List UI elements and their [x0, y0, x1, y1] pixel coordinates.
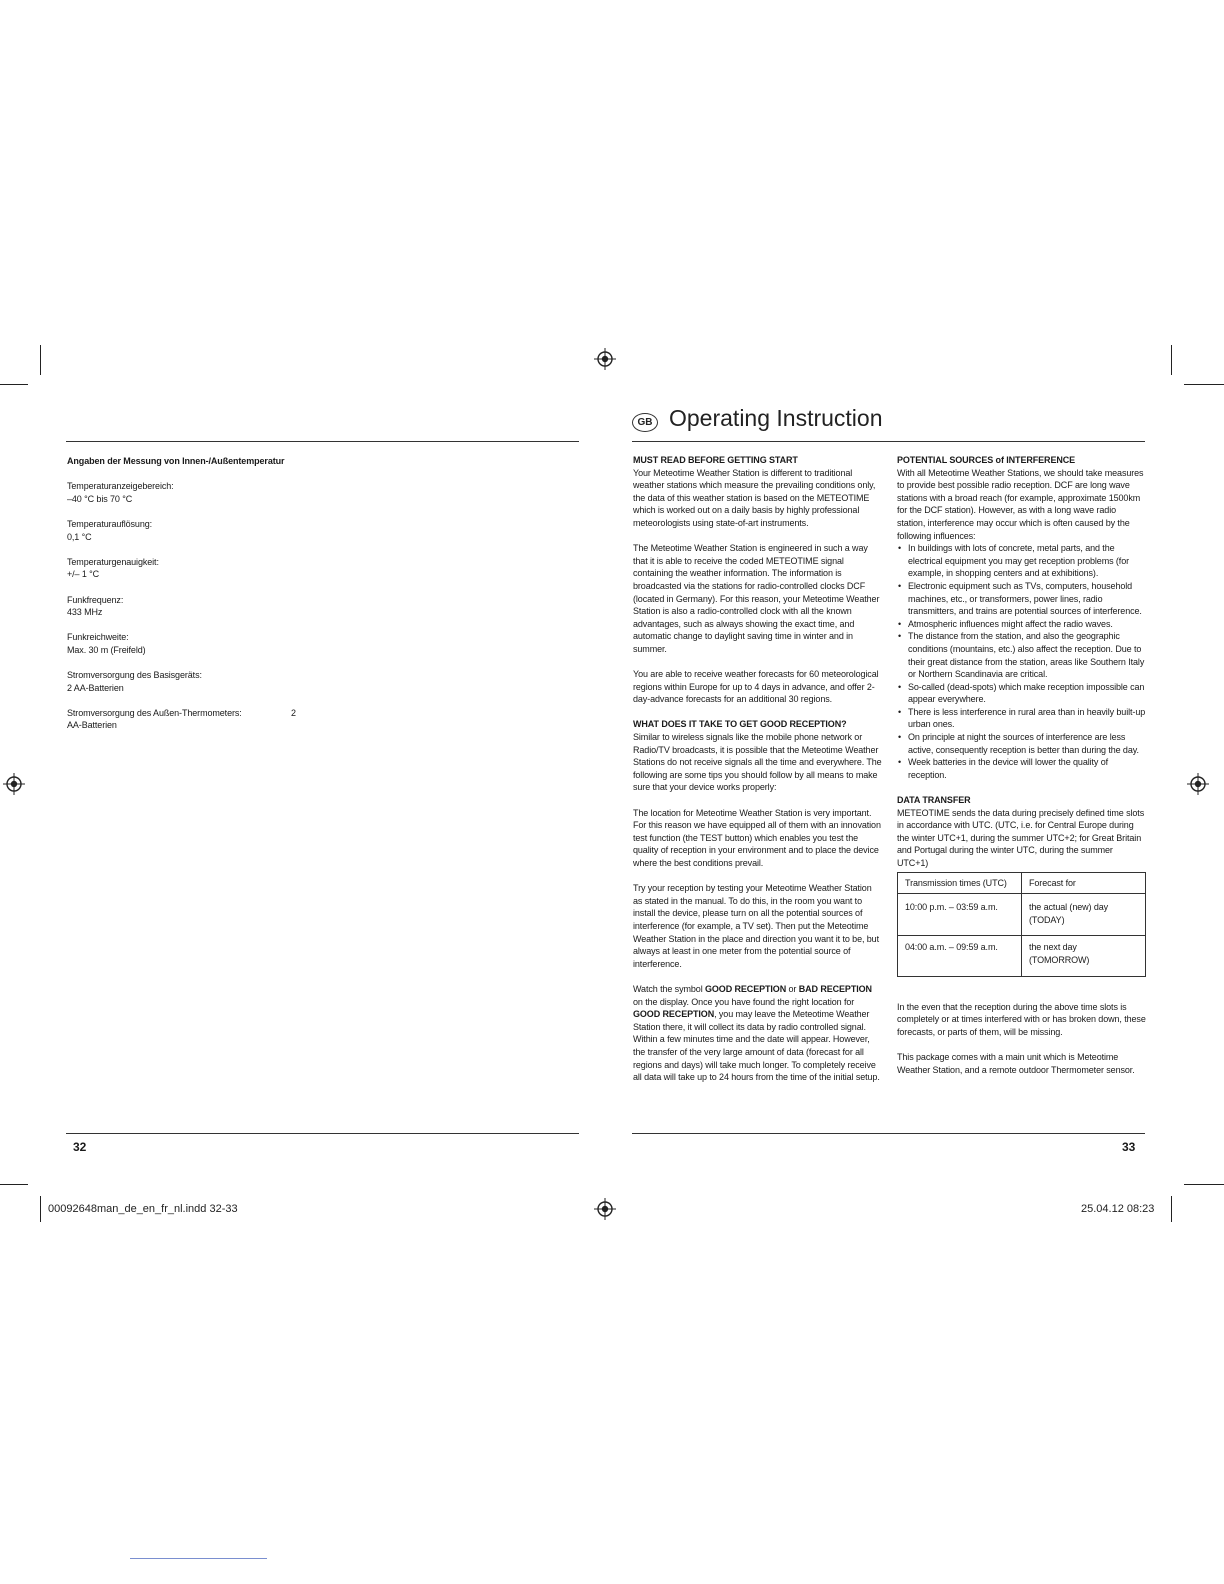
page-number-left: 32: [73, 1140, 87, 1154]
interference-list: [897, 542, 1146, 781]
page-number-right: 33: [1122, 1140, 1136, 1154]
outdoor-battery-count: 2: [291, 707, 296, 718]
paragraph: In the even that the reception during the above time slots is completely or at times interfered with or has broken down, these forecasts, or parts of them, will be missing.: [897, 1001, 1146, 1037]
list-item: • The distance from the station, and also the geographic conditions (mountains, etc.) also affect the reception. Due to their great distance from the station, areas like Southern Italy or Northern Scandinavia are critical.: [897, 630, 1146, 680]
crop-mark: [1184, 384, 1224, 385]
table-row: [898, 894, 1146, 936]
list-item: • Week batteries in the device will lower the quality of reception.: [897, 756, 1146, 781]
spec-item: Temperaturgenauigkeit: +/– 1 °C: [67, 556, 159, 580]
table-cell: 10:00 p.m. – 03:59 a.m.: [898, 894, 1022, 936]
spec-item: Stromversorgung des Basisgeräts: 2 AA-Batterien: [67, 670, 202, 693]
spec-list: [67, 455, 367, 745]
section-heading: POTENTIAL SOURCES of INTERFERENCE: [897, 455, 1076, 465]
registration-mark-icon: [1187, 773, 1209, 795]
crop-mark: [40, 345, 41, 375]
spec-item: Funkfrequenz: 433 MHz: [67, 594, 124, 618]
spec-item: Temperaturanzeigebereich: –40 °C bis 70 °C: [67, 481, 174, 504]
column-right: [897, 454, 1146, 1089]
paragraph: Your Meteotime Weather Station is different to traditional weather stations which measure the prevailing conditions only, the data of this weather station is based on the METEOTIME which is worked out on a daily basis by highly professional meteorologists using state-of-art instruments.: [633, 467, 876, 528]
table-header-row: [898, 872, 1146, 894]
registration-mark-icon: [594, 348, 616, 370]
crop-mark: [1184, 1184, 1224, 1185]
list-item: • There is less interference in rural area than in heavily built-up urban ones.: [897, 706, 1146, 731]
bottom-rule-right: [632, 1133, 1145, 1134]
top-rule-right: [632, 441, 1145, 442]
crop-mark: [0, 1184, 28, 1185]
registration-mark-icon: [594, 1198, 616, 1220]
crop-mark: [0, 384, 28, 385]
registration-mark-icon: [3, 773, 25, 795]
table-cell: the next day (TOMORROW): [1022, 936, 1146, 976]
paragraph: You are able to receive weather forecasts for 60 meteorological regions within Europe for up to 4 days in advance, and offer 2-day-advance forecasts for an additional 30 regions.: [633, 669, 879, 705]
section-heading: WHAT DOES IT TAKE TO GET GOOD RECEPTION?: [633, 719, 847, 730]
table-cell: 04:00 a.m. – 09:59 a.m.: [898, 936, 1022, 976]
paragraph: Watch the symbol GOOD RECEPTION or BAD RECEPTION on the display. Once you have found the right location for GOOD RECEPTION, you may leave the Meteotime Weather Station there, it will collect its data by radio controlled signal. Within a few minutes time and the date will appear. However, the transfer of the very large amount of data (forecast for all regions and days) will take much longer. To completely receive all data will take up to 24 hours from the time of the initial setup.: [633, 983, 880, 1083]
table-header-cell: Transmission times (UTC): [898, 872, 1022, 894]
crop-mark: [1171, 1196, 1172, 1222]
divider: [130, 1558, 267, 1559]
paragraph: The location for Meteotime Weather Station is very important. For this reason we have equipped all of them with an innovation test function (the TEST button) which enables you test the quality of reception in your environment and to place the device where the best conditions prevail.: [633, 807, 881, 868]
date-slug: 25.04.12 08:23: [1081, 1203, 1155, 1215]
paragraph: Similar to wireless signals like the mobile phone network or Radio/TV broadcasts, it is possible that the Meteotime Weather Stations do not receive signals all the time and everywhere. The following are some tips you should follow by all means to make sure that your device works properly:: [633, 732, 882, 793]
list-item: • Atmospheric influences might affect the radio waves.: [897, 618, 1146, 631]
paragraph: METEOTIME sends the data during precisely defined time slots in accordance with UTC. (UTC, i.e. for Central Europe during the winter UTC+1, during the summer UTC+2; for Great Britain and Portugal during the winter UTC, during the summer UTC+1): [897, 807, 1145, 868]
top-rule-left: [66, 441, 579, 442]
transmission-table: [897, 872, 1146, 977]
section-heading: MUST READ BEFORE GETTING START: [633, 455, 798, 465]
crop-mark: [1171, 345, 1172, 375]
spec-item: Temperaturauflösung: 0,1 °C: [67, 518, 153, 542]
list-item: • In buildings with lots of concrete, metal parts, and the electrical equipment you may get reception problems (for example, in shopping centers and at exhibitions).: [897, 542, 1146, 580]
paragraph: The Meteotime Weather Station is engineered in such a way that it is able to receive the coded METEOTIME signal containing the weather information. The information is broadcasted via the stations for radio-controlled clocks DCF (located in Germany). For this reason, your Meteotime Weather Station is also a radio-controlled clock with all the known advantages, such as always showing the exact time, and automatic change to daylight saving time in winter and in summer.: [633, 543, 880, 654]
country-badge-icon: GB: [632, 413, 658, 432]
list-item: • Electronic equipment such as TVs, computers, household machines, etc., or transformers, power lines, radio transmitters, and trains are potential sources of interference.: [897, 580, 1146, 618]
list-item: • On principle at night the sources of interference are less active, consequently reception is better than during the day.: [897, 731, 1146, 756]
table-cell: the actual (new) day (TODAY): [1022, 894, 1146, 936]
crop-mark: [40, 1196, 41, 1222]
page-title: Operating Instruction: [669, 405, 883, 431]
paragraph: Try your reception by testing your Meteotime Weather Station as stated in the manual. To do this, in the room you want to install the device, please turn on all the potential sources of interference (for example, a TV set). Then put the Meteotime Weather Station in the place and direction you want it to be, but always at least in one meter from the potential source of interference.: [633, 883, 879, 969]
table-row: [898, 936, 1146, 976]
column-left: [633, 454, 883, 1096]
spec-heading: Angaben der Messung von Innen-/Außentemperatur: [67, 456, 285, 466]
paragraph: This package comes with a main unit which is Meteotime Weather Station, and a remote outdoor Thermometer sensor.: [897, 1051, 1135, 1075]
file-slug: 00092648man_de_en_fr_nl.indd 32-33: [48, 1203, 238, 1215]
list-item: • So-called (dead-spots) which make reception impossible can appear everywhere.: [897, 681, 1146, 706]
paragraph: With all Meteotime Weather Stations, we should take measures to provide best possible radio reception. DCF are long wave stations with a broad reach (for example, approximate 1500km for the DCF station). However, as with a long wave radio station, interference may occur which is often caused by the following influences:: [897, 467, 1144, 541]
table-header-cell: Forecast for: [1022, 872, 1146, 894]
bottom-rule-left: [66, 1133, 579, 1134]
spec-item: Stromversorgung des Außen-Thermometers: 2 AA-Batterien: [67, 707, 296, 731]
spec-item: Funkreichweite: Max. 30 m (Freifeld): [67, 632, 146, 655]
section-heading: DATA TRANSFER: [897, 795, 971, 806]
